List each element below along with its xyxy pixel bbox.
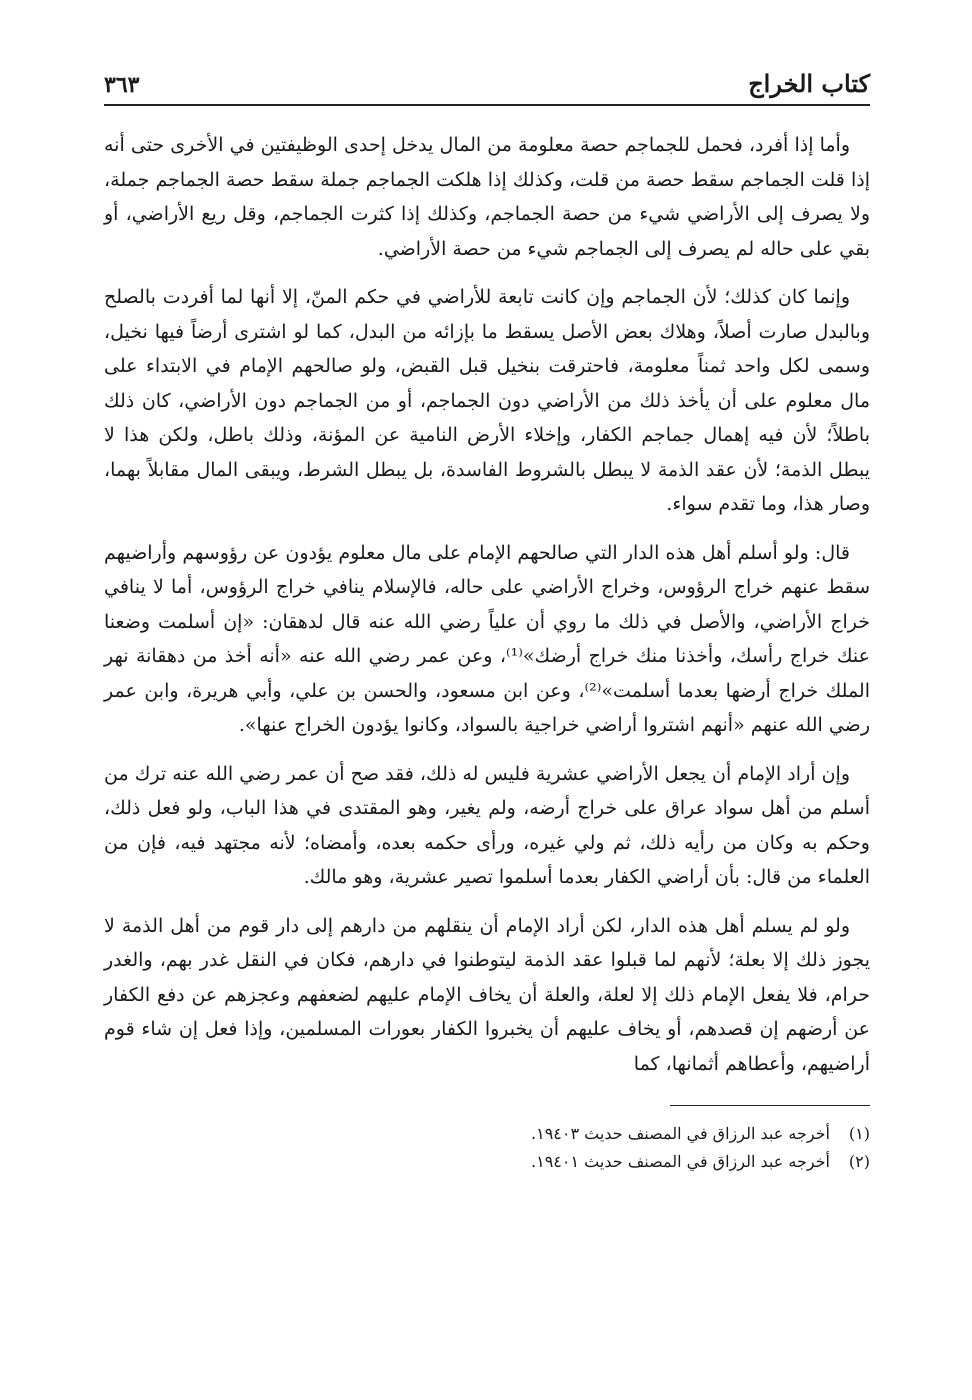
footnote-divider bbox=[670, 1105, 870, 1106]
footnote-text: أخرجه عبد الرزاق في المصنف حديث ١٩٤٠١. bbox=[531, 1152, 830, 1171]
footnote-text: أخرجه عبد الرزاق في المصنف حديث ١٩٤٠٣. bbox=[531, 1124, 830, 1143]
paragraph: قال: ولو أسلم أهل هذه الدار التي صالحهم الإمام على مال معلوم يؤدون عن رؤوسهم وأراضيهم سقط عنهم خراج الرؤوس، وخراج الأراضي على حاله، فالإسلام ينافي خراج الرؤوس، أما لا ينافي خراج الأراضي، والأصل في ذلك ما روي أن علياً رضي الله عنه قال لدهقان: «إن أسلمت وضعنا عنك خراج رأسك، وأخذنا منك خراج أرضك»⁽¹⁾، وعن عمر رضي الله عنه «أنه أخذ من دهقانة نهر الملك خراج أرضها بعدما أسلمت»⁽²⁾، وعن ابن مسعود، والحسن بن علي، وأبي هريرة، وابن عمر رضي الله عنهم «أنهم اشتروا أراضي خراجية بالسواد، وكانوا يؤدون الخراج عنها». bbox=[104, 541, 871, 736]
page bbox=[104, 62, 870, 1176]
paragraph: وإن أراد الإمام أن يجعل الأراضي عشرية فليس له ذلك، فقد صح أن عمر رضي الله عنه ترك من أسلم من أهل سواد عراق على خراج أرضه، ولم يغير، وهو المقتدى في هذا الباب، ولو فعل ذلك، وحكم به وكان من رأيه ذلك، ثم ولي غيره، ورأى حكمه بعده، وأمضاه؛ لأنه مجتهد فيه، فإن من العلماء من قال: بأن أراضي الكفار بعدما أسلموا تصير عشرية، وهو مالك. bbox=[104, 762, 870, 888]
page-number: ٣٦٣ bbox=[104, 72, 140, 98]
paragraph: وأما إذا أفرد، فحمل للجماجم حصة معلومة من المال يدخل إحدى الوظيفتين في الأخرى حتى أنه إذا قلت الجماجم سقط حصة من قلت، وكذلك إذا هلكت الجماجم جملة سقط حصة الجماجم جملة، ولا يصرف إلى الأراضي شيء من حصة الجماجم، وكذلك إذا كثرت الجماجم، وقل ريع الأراضي، أو بقي على حاله لم يصرف إلى الجماجم شيء من حصة الأراضي. bbox=[104, 134, 870, 260]
running-header bbox=[104, 62, 870, 106]
main-text bbox=[104, 128, 870, 1081]
footnote bbox=[104, 1148, 870, 1176]
footnote-number: (١) bbox=[848, 1124, 870, 1143]
chapter-title: كتاب الخراج bbox=[748, 69, 870, 98]
footnotes bbox=[104, 1120, 870, 1176]
footnote bbox=[104, 1120, 870, 1148]
paragraph: ولو لم يسلم أهل هذه الدار، لكن أراد الإمام أن ينقلهم من دارهم إلى دار قوم من أهل الذمة لا يجوز ذلك إلا بعلة؛ لأنهم لما قبلوا عقد الذمة ليتوطنوا في دارهم، فكان في النقل غدر بهم، والغدر حرام، فلا يفعل الإمام ذلك إلا لعلة، والعلة أن يخاف الإمام عليهم لضعفهم وعجزهم عن دفع الكفار عن أرضهم إن قصدهم، أو يخاف عليهم أن يخبروا الكفار بعورات المسلمين، وإذا فعل إن شاء قوم أراضيهم، وأعطاهم أثمانها، كما bbox=[104, 914, 870, 1075]
footnote-number: (٢) bbox=[848, 1152, 870, 1171]
paragraph: وإنما كان كذلك؛ لأن الجماجم وإن كانت تابعة للأراضي في حكم المنّ، إلا أنها لما أفردت بالصلح وبالبدل صارت أصلاً، وهلاك بعض الأصل يسقط ما بإزائه من البدل، كما لو اشترى أرضاً فيها نخيل، وسمى لكل واحد ثمناً معلومة، فاحترقت بنخيل قبل القبض، ولو صالحهم الإمام في الابتداء على مال معلوم على أن يأخذ ذلك من الأراضي دون الجماجم، أو من الجماجم دون الأراضي، كان ذلك باطلاً؛ لأن فيه إهمال جماجم الكفار، وإخلاء الأرض النامية عن المؤنة، وذلك باطل، ولكن هذا لا يبطل الذمة؛ لأن عقد الذمة لا يبطل بالشروط الفاسدة، بل يبطل الشرط، ويبقى المال مقابلاً بهما، وصار هذا، وما تقدم سواء. bbox=[104, 286, 870, 515]
